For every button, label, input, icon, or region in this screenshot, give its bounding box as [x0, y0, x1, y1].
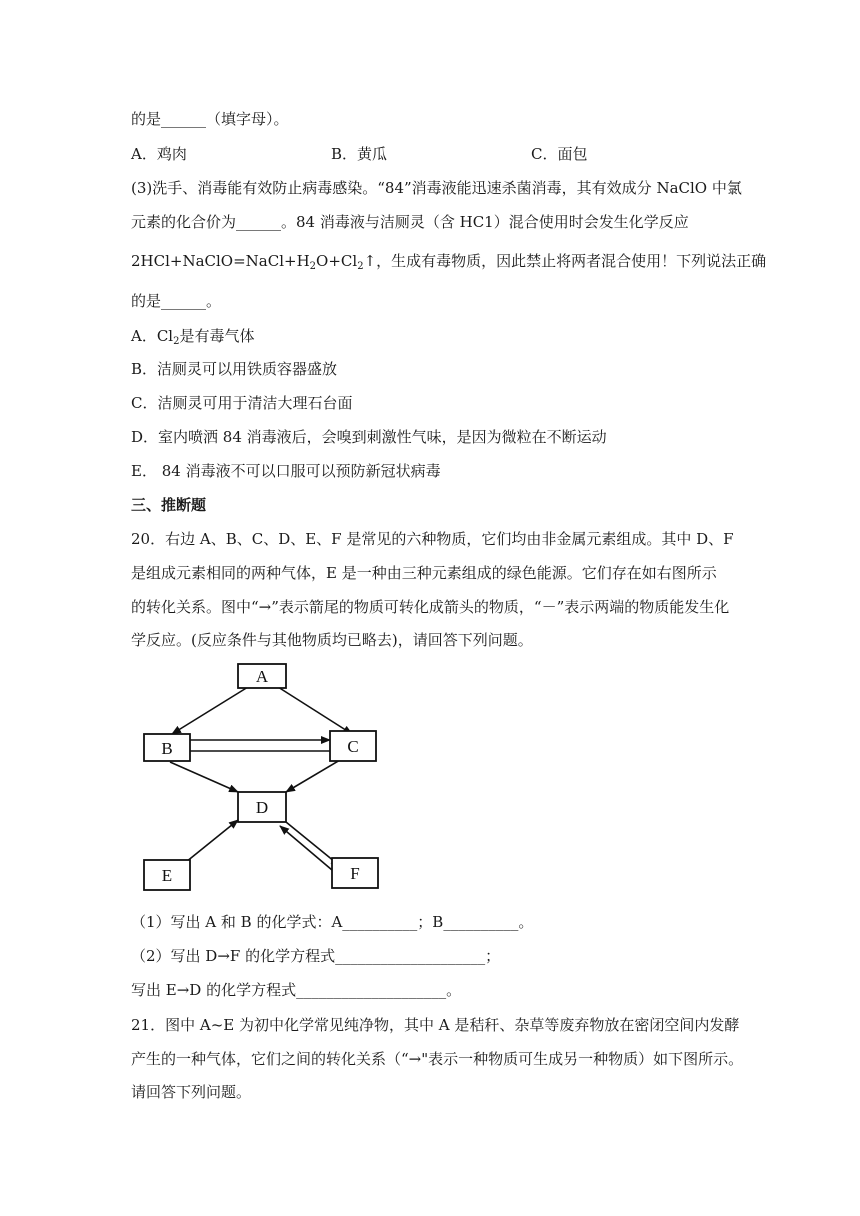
option-e: E． 84 消毒液不可以口服可以预防新冠状病毒 [131, 462, 441, 480]
eq-pre: 2HCl+NaClO=NaCl+H [131, 252, 310, 270]
option-c: C．洁厕灵可用于清洁大理石台面 [131, 394, 353, 412]
q21-line-b: 产生的一种气体，它们之间的转化关系（“→"表示一种物质可生成另一种物质）如下图所示。 [131, 1050, 744, 1068]
conversion-diagram [130, 660, 390, 900]
node-c-label: C [347, 737, 359, 756]
section-heading: 三、推断题 [131, 496, 207, 514]
food-option-c: C．面包 [531, 145, 588, 163]
option-a: A．$Cl_2$是有毒气体 [131, 327, 255, 347]
line-l1: 的是______（填字母）。 [131, 110, 289, 128]
arrow-a-to-c [278, 687, 352, 734]
q20-line-b: 是组成元素相同的两种气体，E 是一种由三种元素组成的绿色能源。它们存在如右图所示 [131, 564, 717, 582]
food-option-a: A．鸡肉 [131, 145, 187, 163]
option-b: B．洁厕灵可以用铁质容器盛放 [131, 360, 338, 378]
arrow-c-to-d [286, 760, 340, 792]
node-b-label: B [161, 739, 173, 758]
eq-post: ↑，生成有毒物质，因此禁止将两者混合使用！下列说法正确 [363, 252, 767, 270]
q20-line-d: 学反应。(反应条件与其他物质均已略去)，请回答下列问题。 [131, 631, 533, 649]
food-option-b: B．黄瓜 [331, 145, 388, 163]
eq-sub1: 2 [309, 261, 317, 272]
node-e-label: E [161, 866, 173, 885]
node-d-label: D [255, 798, 269, 817]
q20-line-c: 的转化关系。图中“→”表示箭尾的物质可转化成箭头的物质，“－”表示两端的物质能发生化 [131, 598, 730, 616]
eq-mid: O+Cl [316, 252, 358, 270]
option-d: D．室内喷洒 84 消毒液后，会嗅到刺激性气味，是因为微粒在不断运动 [131, 428, 607, 446]
q20-part2: （2）写出 D→F 的化学方程式____________________； [131, 947, 501, 965]
arrow-b-to-d [170, 762, 238, 792]
node-f-label: F [350, 864, 360, 883]
q19-3-line-d: 的是______。 [131, 292, 222, 310]
arrow-a-to-b [172, 687, 248, 734]
q20-part3: 写出 E→D 的化学方程式____________________。 [131, 981, 462, 999]
eq-sub2: 2 [357, 261, 364, 272]
reaction-equation [131, 250, 766, 278]
arrow-f-to-d [280, 826, 332, 870]
q20-line-a: 20．右边 A、B、C、D、E、F 是常见的六种物质，它们均由非金属元素组成。其中 D、F [131, 530, 734, 548]
node-a-label: A [255, 667, 269, 686]
q21-line-a: 21．图中 A~E 为初中化学常见纯净物，其中 A 是秸秆、杂草等废弃物放在密闭空间内发酵 [131, 1016, 740, 1034]
arrow-e-to-d [186, 820, 238, 862]
q19-3-line-b: 元素的化合价为______。84 消毒液与洁厕灵（含 HC1）混合使用时会发生化学反应 [131, 213, 689, 231]
q19-3-line-a: (3)洗手、消毒能有效防止病毒感染。“84”消毒液能迅速杀菌消毒，其有效成分 NaClO 中氯 [131, 179, 742, 197]
q21-line-c: 请回答下列问题。 [131, 1083, 252, 1101]
q20-part1: （1）写出 A 和 B 的化学式：A__________；B__________。 [131, 913, 534, 931]
